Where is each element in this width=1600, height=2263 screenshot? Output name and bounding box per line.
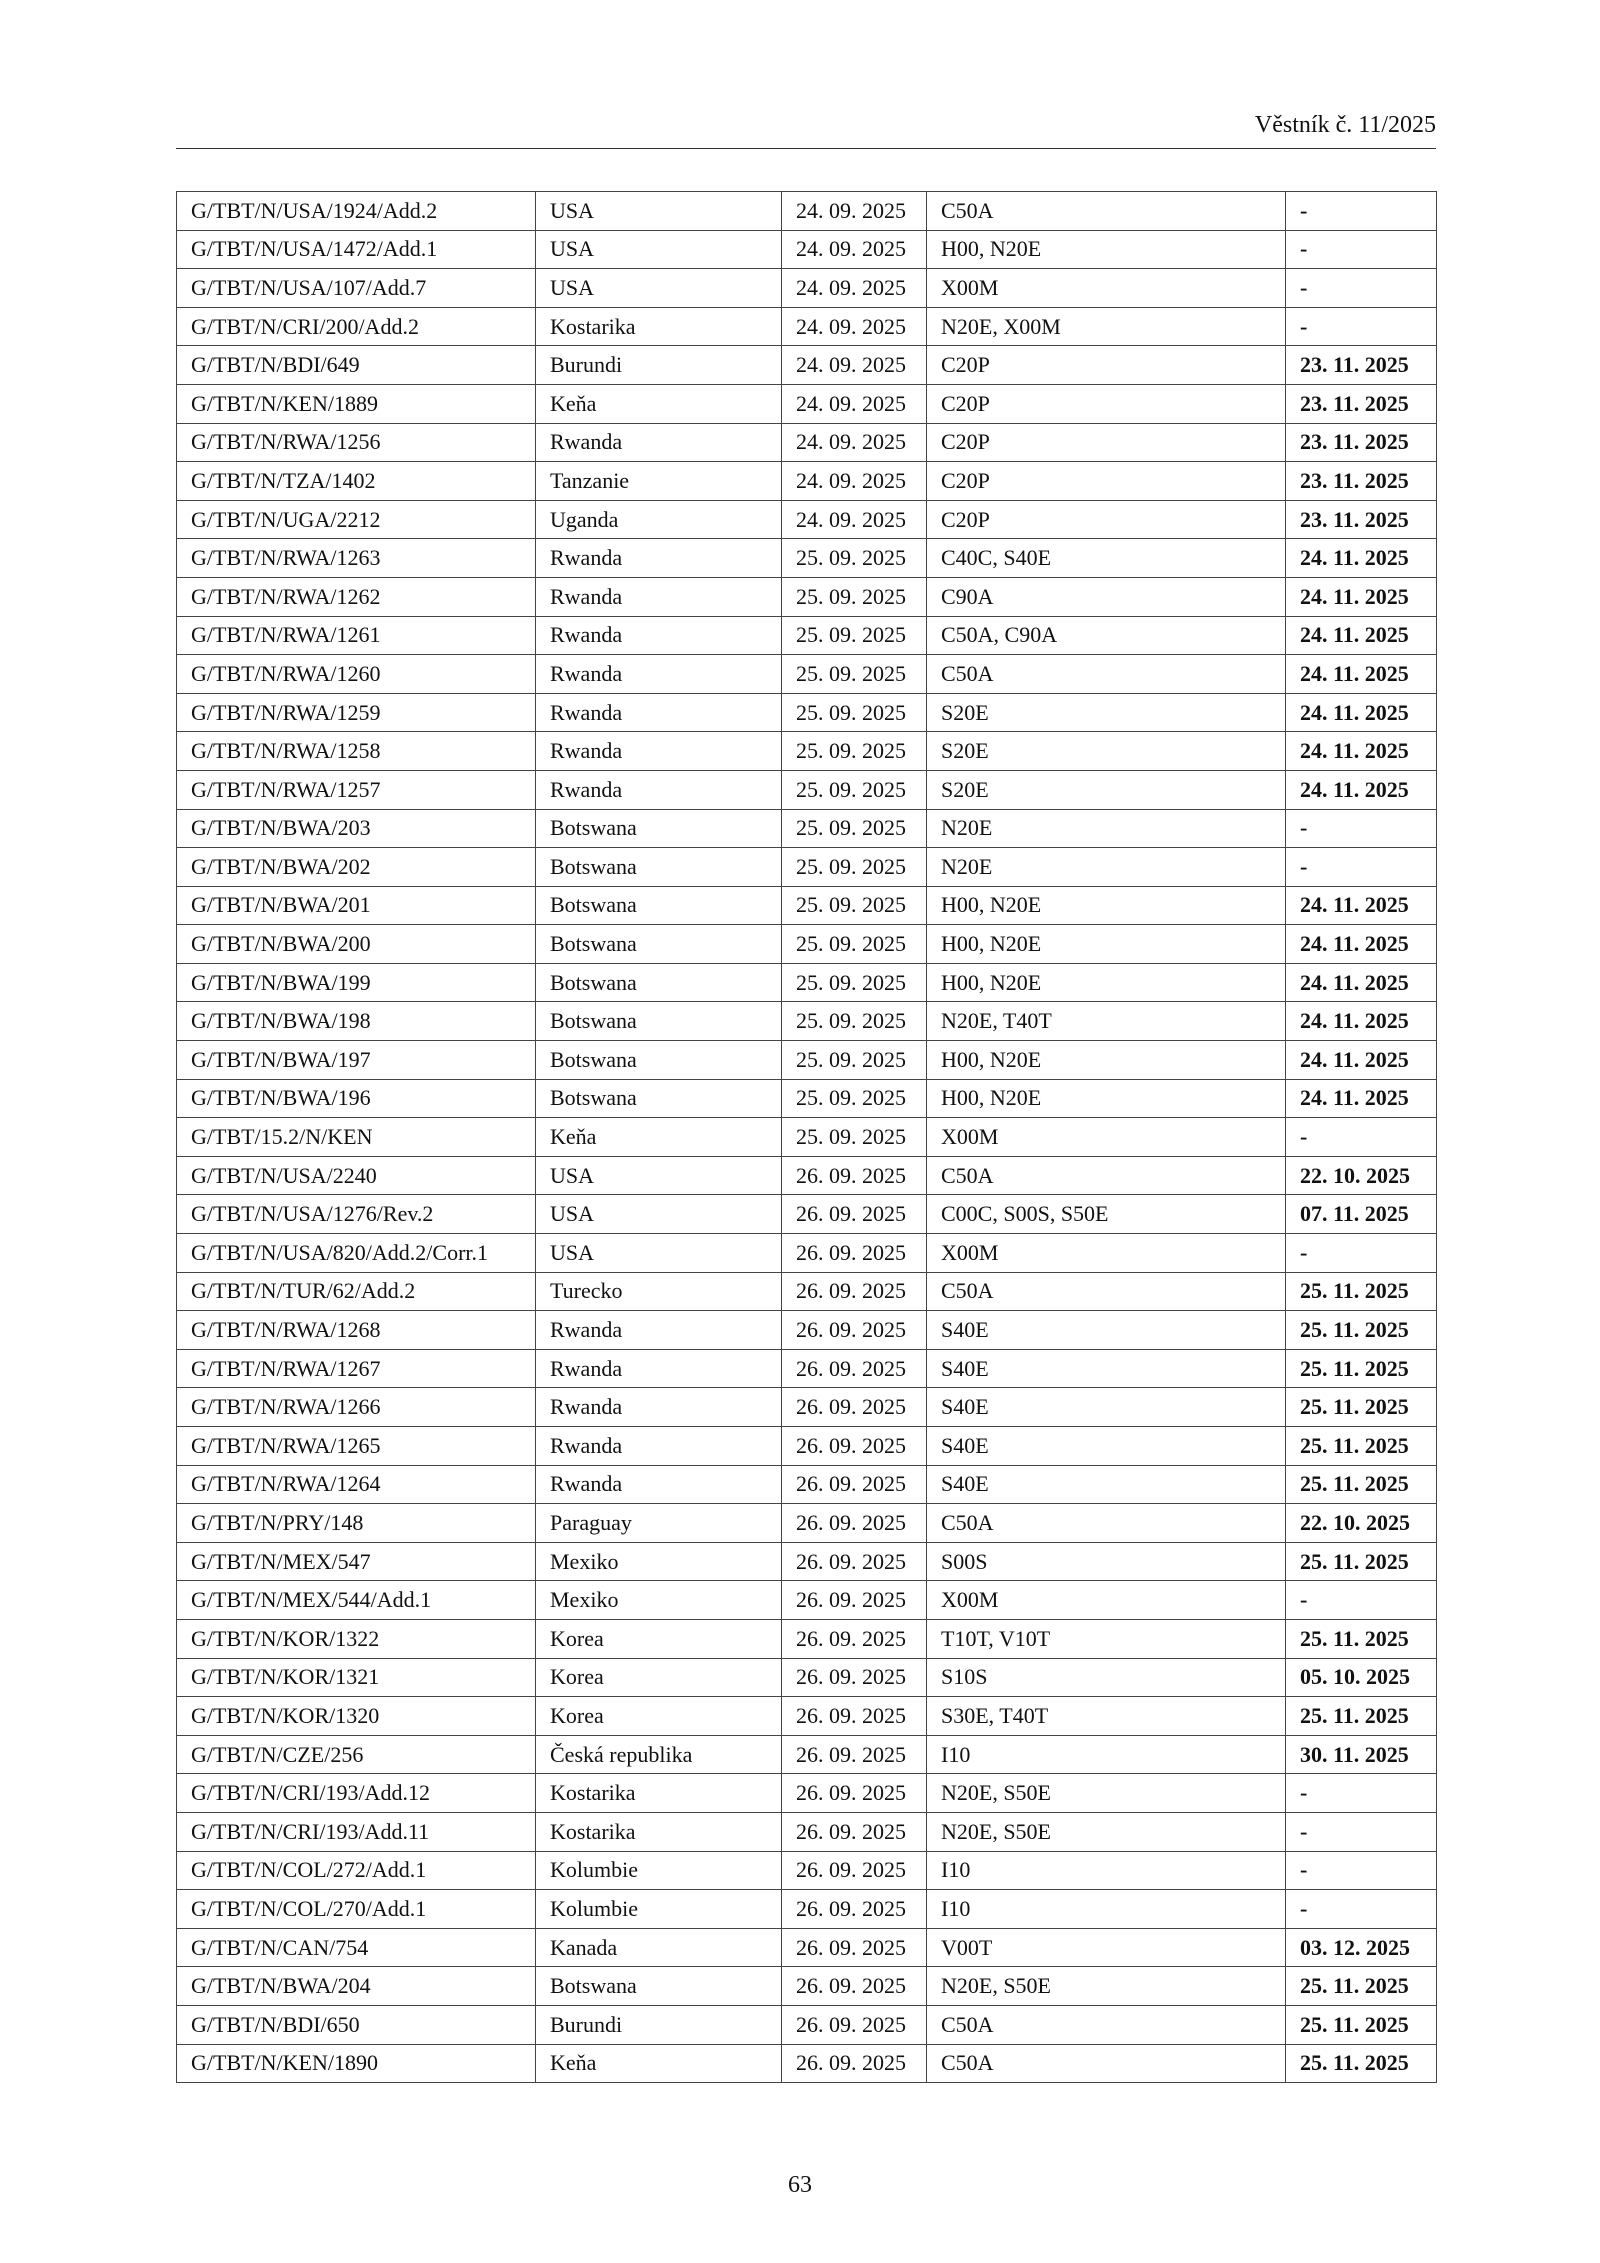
- classification-cell: S10S: [927, 1658, 1286, 1697]
- notification-date-cell: 25. 09. 2025: [782, 655, 927, 694]
- classification-cell: C50A: [927, 655, 1286, 694]
- country-cell: Rwanda: [536, 1388, 782, 1427]
- table-row: [177, 192, 1437, 231]
- notification-date-cell: 25. 09. 2025: [782, 577, 927, 616]
- table-body: [177, 192, 1437, 2083]
- notification-id-cell: G/TBT/N/USA/820/Add.2/Corr.1: [177, 1234, 536, 1273]
- comment-deadline-cell: 24. 11. 2025: [1286, 655, 1437, 694]
- notification-date-cell: 25. 09. 2025: [782, 925, 927, 964]
- comment-deadline-cell: 25. 11. 2025: [1286, 1465, 1437, 1504]
- country-cell: Rwanda: [536, 770, 782, 809]
- notification-date-cell: 26. 09. 2025: [782, 1349, 927, 1388]
- classification-cell: N20E: [927, 848, 1286, 887]
- comment-deadline-cell: 03. 12. 2025: [1286, 1928, 1437, 1967]
- notification-date-cell: 26. 09. 2025: [782, 1619, 927, 1658]
- country-cell: Keňa: [536, 2044, 782, 2083]
- notification-id-cell: G/TBT/N/RWA/1266: [177, 1388, 536, 1427]
- notification-id-cell: G/TBT/N/BWA/204: [177, 1967, 536, 2006]
- country-cell: Kanada: [536, 1928, 782, 1967]
- classification-cell: N20E, S50E: [927, 1774, 1286, 1813]
- comment-deadline-cell: 24. 11. 2025: [1286, 732, 1437, 771]
- comment-deadline-cell: 25. 11. 2025: [1286, 1311, 1437, 1350]
- notification-date-cell: 26. 09. 2025: [782, 1542, 927, 1581]
- notification-id-cell: G/TBT/N/CAN/754: [177, 1928, 536, 1967]
- notification-id-cell: G/TBT/N/CRI/193/Add.12: [177, 1774, 536, 1813]
- table-row: [177, 1890, 1437, 1929]
- comment-deadline-cell: 25. 11. 2025: [1286, 1427, 1437, 1466]
- notification-id-cell: G/TBT/N/KEN/1890: [177, 2044, 536, 2083]
- comment-deadline-cell: 24. 11. 2025: [1286, 925, 1437, 964]
- notification-id-cell: G/TBT/N/KOR/1322: [177, 1619, 536, 1658]
- comment-deadline-cell: 22. 10. 2025: [1286, 1504, 1437, 1543]
- notification-date-cell: 26. 09. 2025: [782, 1234, 927, 1273]
- notification-id-cell: G/TBT/N/RWA/1264: [177, 1465, 536, 1504]
- comment-deadline-cell: 25. 11. 2025: [1286, 1542, 1437, 1581]
- country-cell: Botswana: [536, 1967, 782, 2006]
- comment-deadline-cell: 24. 11. 2025: [1286, 693, 1437, 732]
- comment-deadline-cell: 24. 11. 2025: [1286, 616, 1437, 655]
- classification-cell: H00, N20E: [927, 1079, 1286, 1118]
- page-header: [176, 112, 1436, 149]
- notification-id-cell: G/TBT/N/RWA/1267: [177, 1349, 536, 1388]
- table-row: [177, 1195, 1437, 1234]
- notification-id-cell: G/TBT/N/RWA/1256: [177, 423, 536, 462]
- notifications-table: [176, 191, 1437, 2083]
- table-row: [177, 1967, 1437, 2006]
- classification-cell: C50A, C90A: [927, 616, 1286, 655]
- page-number: 63: [788, 2172, 812, 2198]
- classification-cell: H00, N20E: [927, 230, 1286, 269]
- country-cell: Botswana: [536, 1002, 782, 1041]
- notification-date-cell: 26. 09. 2025: [782, 1504, 927, 1543]
- table-row: [177, 616, 1437, 655]
- notification-id-cell: G/TBT/15.2/N/KEN: [177, 1118, 536, 1157]
- classification-cell: H00, N20E: [927, 1041, 1286, 1080]
- country-cell: Rwanda: [536, 655, 782, 694]
- country-cell: Botswana: [536, 848, 782, 887]
- classification-cell: C50A: [927, 1156, 1286, 1195]
- notification-date-cell: 26. 09. 2025: [782, 1427, 927, 1466]
- notification-date-cell: 25. 09. 2025: [782, 963, 927, 1002]
- notification-date-cell: 25. 09. 2025: [782, 770, 927, 809]
- table-row: [177, 770, 1437, 809]
- table-row: [177, 1504, 1437, 1543]
- comment-deadline-cell: -: [1286, 1890, 1437, 1929]
- table-row: [177, 1079, 1437, 1118]
- table-row: [177, 230, 1437, 269]
- table-row: [177, 1272, 1437, 1311]
- comment-deadline-cell: 24. 11. 2025: [1286, 886, 1437, 925]
- notification-id-cell: G/TBT/N/BWA/203: [177, 809, 536, 848]
- country-cell: Keňa: [536, 1118, 782, 1157]
- country-cell: Turecko: [536, 1272, 782, 1311]
- table-row: [177, 577, 1437, 616]
- table-row: [177, 1156, 1437, 1195]
- table-row: [177, 1812, 1437, 1851]
- classification-cell: H00, N20E: [927, 925, 1286, 964]
- notification-id-cell: G/TBT/N/MEX/547: [177, 1542, 536, 1581]
- notification-date-cell: 24. 09. 2025: [782, 423, 927, 462]
- classification-cell: I10: [927, 1735, 1286, 1774]
- table-row: [177, 269, 1437, 308]
- comment-deadline-cell: -: [1286, 307, 1437, 346]
- notification-date-cell: 25. 09. 2025: [782, 1079, 927, 1118]
- table-row: [177, 539, 1437, 578]
- comment-deadline-cell: 25. 11. 2025: [1286, 1272, 1437, 1311]
- notification-date-cell: 24. 09. 2025: [782, 346, 927, 385]
- country-cell: Keňa: [536, 384, 782, 423]
- classification-cell: C20P: [927, 423, 1286, 462]
- table-row: [177, 925, 1437, 964]
- table-row: [177, 963, 1437, 1002]
- country-cell: Botswana: [536, 886, 782, 925]
- notification-id-cell: G/TBT/N/TZA/1402: [177, 462, 536, 501]
- notification-date-cell: 26. 09. 2025: [782, 1812, 927, 1851]
- notification-date-cell: 26. 09. 2025: [782, 2044, 927, 2083]
- country-cell: Korea: [536, 1619, 782, 1658]
- country-cell: Burundi: [536, 346, 782, 385]
- notification-date-cell: 26. 09. 2025: [782, 1272, 927, 1311]
- classification-cell: C50A: [927, 2044, 1286, 2083]
- notification-id-cell: G/TBT/N/BWA/201: [177, 886, 536, 925]
- notification-date-cell: 26. 09. 2025: [782, 1465, 927, 1504]
- country-cell: Burundi: [536, 2005, 782, 2044]
- classification-cell: N20E, T40T: [927, 1002, 1286, 1041]
- notification-id-cell: G/TBT/N/BWA/202: [177, 848, 536, 887]
- country-cell: USA: [536, 192, 782, 231]
- notification-date-cell: 24. 09. 2025: [782, 462, 927, 501]
- notification-id-cell: G/TBT/N/BWA/198: [177, 1002, 536, 1041]
- table-row: [177, 1928, 1437, 1967]
- classification-cell: S40E: [927, 1465, 1286, 1504]
- country-cell: Tanzanie: [536, 462, 782, 501]
- classification-cell: I10: [927, 1890, 1286, 1929]
- country-cell: Rwanda: [536, 616, 782, 655]
- country-cell: Česká republika: [536, 1735, 782, 1774]
- country-cell: Botswana: [536, 809, 782, 848]
- comment-deadline-cell: 25. 11. 2025: [1286, 1619, 1437, 1658]
- table-row: [177, 655, 1437, 694]
- notification-date-cell: 25. 09. 2025: [782, 809, 927, 848]
- comment-deadline-cell: 25. 11. 2025: [1286, 1349, 1437, 1388]
- notification-id-cell: G/TBT/N/COL/270/Add.1: [177, 1890, 536, 1929]
- country-cell: Kostarika: [536, 1774, 782, 1813]
- table-row: [177, 1002, 1437, 1041]
- table-row: [177, 1118, 1437, 1157]
- table-row: [177, 1388, 1437, 1427]
- table-row: [177, 1465, 1437, 1504]
- notification-date-cell: 26. 09. 2025: [782, 1658, 927, 1697]
- notification-date-cell: 26. 09. 2025: [782, 1195, 927, 1234]
- country-cell: Rwanda: [536, 732, 782, 771]
- table-row: [177, 1427, 1437, 1466]
- comment-deadline-cell: 25. 11. 2025: [1286, 1967, 1437, 2006]
- comment-deadline-cell: 24. 11. 2025: [1286, 770, 1437, 809]
- notification-date-cell: 25. 09. 2025: [782, 886, 927, 925]
- classification-cell: N20E, S50E: [927, 1967, 1286, 2006]
- classification-cell: N20E, S50E: [927, 1812, 1286, 1851]
- classification-cell: C90A: [927, 577, 1286, 616]
- country-cell: Kolumbie: [536, 1851, 782, 1890]
- table-row: [177, 1349, 1437, 1388]
- comment-deadline-cell: -: [1286, 1234, 1437, 1273]
- comment-deadline-cell: 07. 11. 2025: [1286, 1195, 1437, 1234]
- classification-cell: C20P: [927, 500, 1286, 539]
- classification-cell: X00M: [927, 1581, 1286, 1620]
- comment-deadline-cell: 25. 11. 2025: [1286, 1697, 1437, 1736]
- notification-id-cell: G/TBT/N/MEX/544/Add.1: [177, 1581, 536, 1620]
- classification-cell: C40C, S40E: [927, 539, 1286, 578]
- country-cell: USA: [536, 1234, 782, 1273]
- classification-cell: S30E, T40T: [927, 1697, 1286, 1736]
- country-cell: Rwanda: [536, 423, 782, 462]
- comment-deadline-cell: -: [1286, 848, 1437, 887]
- notification-id-cell: G/TBT/N/RWA/1268: [177, 1311, 536, 1350]
- classification-cell: S40E: [927, 1427, 1286, 1466]
- notification-date-cell: 26. 09. 2025: [782, 1156, 927, 1195]
- table-row: [177, 732, 1437, 771]
- classification-cell: S40E: [927, 1349, 1286, 1388]
- table-row: [177, 809, 1437, 848]
- country-cell: Korea: [536, 1697, 782, 1736]
- comment-deadline-cell: 23. 11. 2025: [1286, 384, 1437, 423]
- notification-id-cell: G/TBT/N/USA/107/Add.7: [177, 269, 536, 308]
- notification-id-cell: G/TBT/N/BDI/649: [177, 346, 536, 385]
- table-row: [177, 886, 1437, 925]
- notification-id-cell: G/TBT/N/USA/2240: [177, 1156, 536, 1195]
- classification-cell: X00M: [927, 1118, 1286, 1157]
- country-cell: Kostarika: [536, 1812, 782, 1851]
- comment-deadline-cell: 23. 11. 2025: [1286, 423, 1437, 462]
- country-cell: Rwanda: [536, 1465, 782, 1504]
- table-row: [177, 346, 1437, 385]
- country-cell: Rwanda: [536, 577, 782, 616]
- classification-cell: H00, N20E: [927, 963, 1286, 1002]
- classification-cell: S40E: [927, 1311, 1286, 1350]
- notification-id-cell: G/TBT/N/BWA/200: [177, 925, 536, 964]
- table-row: [177, 1774, 1437, 1813]
- country-cell: USA: [536, 1195, 782, 1234]
- comment-deadline-cell: -: [1286, 809, 1437, 848]
- country-cell: Rwanda: [536, 1311, 782, 1350]
- table-row: [177, 1581, 1437, 1620]
- notification-date-cell: 25. 09. 2025: [782, 732, 927, 771]
- notification-id-cell: G/TBT/N/USA/1472/Add.1: [177, 230, 536, 269]
- notification-date-cell: 25. 09. 2025: [782, 616, 927, 655]
- comment-deadline-cell: 23. 11. 2025: [1286, 346, 1437, 385]
- notification-id-cell: G/TBT/N/RWA/1265: [177, 1427, 536, 1466]
- comment-deadline-cell: -: [1286, 1812, 1437, 1851]
- comment-deadline-cell: 24. 11. 2025: [1286, 1079, 1437, 1118]
- notification-date-cell: 26. 09. 2025: [782, 1774, 927, 1813]
- classification-cell: C50A: [927, 192, 1286, 231]
- table-row: [177, 384, 1437, 423]
- country-cell: Uganda: [536, 500, 782, 539]
- table-row: [177, 2044, 1437, 2083]
- notification-id-cell: G/TBT/N/RWA/1257: [177, 770, 536, 809]
- country-cell: Korea: [536, 1658, 782, 1697]
- table-row: [177, 1697, 1437, 1736]
- classification-cell: C20P: [927, 384, 1286, 423]
- notification-id-cell: G/TBT/N/RWA/1260: [177, 655, 536, 694]
- country-cell: Paraguay: [536, 1504, 782, 1543]
- table-row: [177, 1658, 1437, 1697]
- table-row: [177, 1542, 1437, 1581]
- notification-date-cell: 25. 09. 2025: [782, 848, 927, 887]
- comment-deadline-cell: 22. 10. 2025: [1286, 1156, 1437, 1195]
- notification-date-cell: 25. 09. 2025: [782, 1118, 927, 1157]
- comment-deadline-cell: -: [1286, 1118, 1437, 1157]
- classification-cell: T10T, V10T: [927, 1619, 1286, 1658]
- country-cell: Kolumbie: [536, 1890, 782, 1929]
- comment-deadline-cell: -: [1286, 230, 1437, 269]
- notification-date-cell: 24. 09. 2025: [782, 192, 927, 231]
- classification-cell: X00M: [927, 269, 1286, 308]
- country-cell: USA: [536, 269, 782, 308]
- table-row: [177, 1619, 1437, 1658]
- header-title: Věstník č. 11/2025: [1254, 112, 1436, 138]
- notification-id-cell: G/TBT/N/PRY/148: [177, 1504, 536, 1543]
- country-cell: Botswana: [536, 925, 782, 964]
- country-cell: Rwanda: [536, 539, 782, 578]
- country-cell: Botswana: [536, 1079, 782, 1118]
- notification-id-cell: G/TBT/N/CRI/193/Add.11: [177, 1812, 536, 1851]
- comment-deadline-cell: 24. 11. 2025: [1286, 1041, 1437, 1080]
- notification-id-cell: G/TBT/N/RWA/1262: [177, 577, 536, 616]
- notification-id-cell: G/TBT/N/USA/1924/Add.2: [177, 192, 536, 231]
- classification-cell: C50A: [927, 1504, 1286, 1543]
- comment-deadline-cell: 24. 11. 2025: [1286, 963, 1437, 1002]
- classification-cell: S20E: [927, 693, 1286, 732]
- comment-deadline-cell: -: [1286, 1851, 1437, 1890]
- classification-cell: N20E, X00M: [927, 307, 1286, 346]
- notification-id-cell: G/TBT/N/KEN/1889: [177, 384, 536, 423]
- notification-date-cell: 24. 09. 2025: [782, 269, 927, 308]
- notification-id-cell: G/TBT/N/KOR/1320: [177, 1697, 536, 1736]
- notification-date-cell: 26. 09. 2025: [782, 2005, 927, 2044]
- country-cell: Kostarika: [536, 307, 782, 346]
- notification-date-cell: 26. 09. 2025: [782, 1851, 927, 1890]
- country-cell: Mexiko: [536, 1581, 782, 1620]
- country-cell: Mexiko: [536, 1542, 782, 1581]
- notification-date-cell: 26. 09. 2025: [782, 1890, 927, 1929]
- classification-cell: X00M: [927, 1234, 1286, 1273]
- notification-id-cell: G/TBT/N/BWA/199: [177, 963, 536, 1002]
- comment-deadline-cell: 24. 11. 2025: [1286, 577, 1437, 616]
- notification-date-cell: 24. 09. 2025: [782, 500, 927, 539]
- notification-date-cell: 25. 09. 2025: [782, 539, 927, 578]
- country-cell: USA: [536, 230, 782, 269]
- notification-date-cell: 26. 09. 2025: [782, 1311, 927, 1350]
- notification-date-cell: 24. 09. 2025: [782, 384, 927, 423]
- country-cell: Botswana: [536, 963, 782, 1002]
- notification-id-cell: G/TBT/N/CZE/256: [177, 1735, 536, 1774]
- classification-cell: C20P: [927, 346, 1286, 385]
- classification-cell: C00C, S00S, S50E: [927, 1195, 1286, 1234]
- comment-deadline-cell: 23. 11. 2025: [1286, 500, 1437, 539]
- country-cell: Rwanda: [536, 1349, 782, 1388]
- notification-id-cell: G/TBT/N/CRI/200/Add.2: [177, 307, 536, 346]
- comment-deadline-cell: 05. 10. 2025: [1286, 1658, 1437, 1697]
- country-cell: Rwanda: [536, 693, 782, 732]
- table-row: [177, 500, 1437, 539]
- country-cell: Botswana: [536, 1041, 782, 1080]
- notification-id-cell: G/TBT/N/RWA/1261: [177, 616, 536, 655]
- classification-cell: S00S: [927, 1542, 1286, 1581]
- classification-cell: S20E: [927, 770, 1286, 809]
- table-row: [177, 693, 1437, 732]
- notification-id-cell: G/TBT/N/BDI/650: [177, 2005, 536, 2044]
- comment-deadline-cell: -: [1286, 1774, 1437, 1813]
- comment-deadline-cell: -: [1286, 269, 1437, 308]
- comment-deadline-cell: 24. 11. 2025: [1286, 539, 1437, 578]
- comment-deadline-cell: 24. 11. 2025: [1286, 1002, 1437, 1041]
- classification-cell: S20E: [927, 732, 1286, 771]
- classification-cell: H00, N20E: [927, 886, 1286, 925]
- table-row: [177, 1851, 1437, 1890]
- notification-id-cell: G/TBT/N/KOR/1321: [177, 1658, 536, 1697]
- notification-date-cell: 26. 09. 2025: [782, 1581, 927, 1620]
- notification-id-cell: G/TBT/N/BWA/197: [177, 1041, 536, 1080]
- notification-id-cell: G/TBT/N/RWA/1259: [177, 693, 536, 732]
- notification-date-cell: 24. 09. 2025: [782, 230, 927, 269]
- comment-deadline-cell: 25. 11. 2025: [1286, 2005, 1437, 2044]
- country-cell: USA: [536, 1156, 782, 1195]
- classification-cell: V00T: [927, 1928, 1286, 1967]
- comment-deadline-cell: 23. 11. 2025: [1286, 462, 1437, 501]
- notification-id-cell: G/TBT/N/BWA/196: [177, 1079, 536, 1118]
- classification-cell: I10: [927, 1851, 1286, 1890]
- comment-deadline-cell: -: [1286, 192, 1437, 231]
- notification-id-cell: G/TBT/N/RWA/1263: [177, 539, 536, 578]
- notification-id-cell: G/TBT/N/RWA/1258: [177, 732, 536, 771]
- table-row: [177, 848, 1437, 887]
- notification-date-cell: 25. 09. 2025: [782, 1002, 927, 1041]
- notification-date-cell: 26. 09. 2025: [782, 1928, 927, 1967]
- comment-deadline-cell: -: [1286, 1581, 1437, 1620]
- table-row: [177, 307, 1437, 346]
- notification-id-cell: G/TBT/N/USA/1276/Rev.2: [177, 1195, 536, 1234]
- notification-id-cell: G/TBT/N/TUR/62/Add.2: [177, 1272, 536, 1311]
- table-row: [177, 2005, 1437, 2044]
- classification-cell: N20E: [927, 809, 1286, 848]
- classification-cell: C50A: [927, 1272, 1286, 1311]
- classification-cell: S40E: [927, 1388, 1286, 1427]
- notification-date-cell: 26. 09. 2025: [782, 1388, 927, 1427]
- classification-cell: C20P: [927, 462, 1286, 501]
- notification-date-cell: 24. 09. 2025: [782, 307, 927, 346]
- notification-date-cell: 25. 09. 2025: [782, 693, 927, 732]
- table-row: [177, 1234, 1437, 1273]
- country-cell: Rwanda: [536, 1427, 782, 1466]
- table-row: [177, 1311, 1437, 1350]
- notification-id-cell: G/TBT/N/UGA/2212: [177, 500, 536, 539]
- notification-date-cell: 26. 09. 2025: [782, 1967, 927, 2006]
- comment-deadline-cell: 30. 11. 2025: [1286, 1735, 1437, 1774]
- table-row: [177, 1041, 1437, 1080]
- comment-deadline-cell: 25. 11. 2025: [1286, 2044, 1437, 2083]
- classification-cell: C50A: [927, 2005, 1286, 2044]
- notification-date-cell: 26. 09. 2025: [782, 1697, 927, 1736]
- table-row: [177, 423, 1437, 462]
- table-row: [177, 462, 1437, 501]
- notification-date-cell: 26. 09. 2025: [782, 1735, 927, 1774]
- table-row: [177, 1735, 1437, 1774]
- comment-deadline-cell: 25. 11. 2025: [1286, 1388, 1437, 1427]
- notification-date-cell: 25. 09. 2025: [782, 1041, 927, 1080]
- notification-id-cell: G/TBT/N/COL/272/Add.1: [177, 1851, 536, 1890]
